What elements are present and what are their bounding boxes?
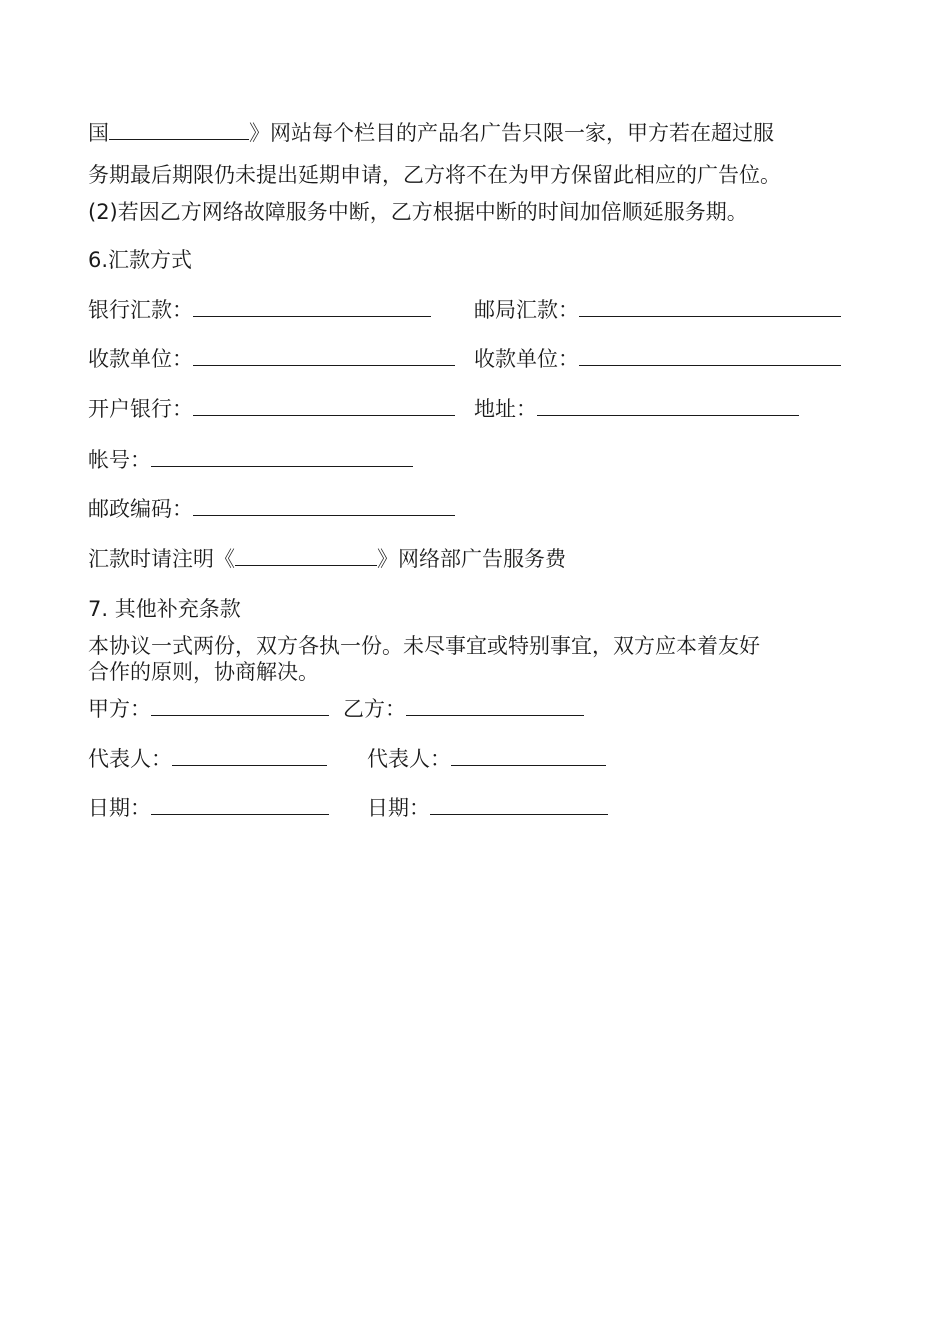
party-a-label: 甲方： [88,697,151,721]
rep-b-blank[interactable] [451,745,606,766]
rep-a-blank[interactable] [172,745,327,766]
clause5-line1-suffix: 》网站每个栏目的产品名广告只限一家，甲方若在超过服 [249,121,774,145]
clause7-body-line2: 合作的原则，协商解决。 [88,660,319,684]
remittance-note-blank[interactable] [235,545,377,566]
party-a-row [88,694,329,724]
account-label: 帐号： [88,448,151,472]
clause5-line2: 务期最后期限仍未提出延期申请，乙方将不在为甲方保留此相应的广告位。 [88,163,781,187]
date-b-label: 日期： [367,796,430,820]
bank-blank[interactable] [193,395,455,416]
date-a-blank[interactable] [151,794,329,815]
website-name-blank[interactable] [109,119,249,140]
address-label: 地址： [474,397,537,421]
clause5-line1 [88,118,774,148]
bank-transfer-row [88,295,431,325]
party-b-row [343,694,584,724]
payee-blank-2[interactable] [579,345,841,366]
date-b-row [367,793,608,823]
clause7-heading: 7. 其他补充条款 [88,597,241,621]
clause5-line1-prefix: 国 [88,121,109,145]
payee-label-2: 收款单位： [474,347,579,371]
postal-transfer-label: 邮局汇款： [474,298,579,322]
remittance-note-prefix: 汇款时请注明《 [88,547,235,571]
account-row [88,445,413,475]
remittance-note-suffix: 》网络部广告服务费 [377,547,566,571]
party-b-blank[interactable] [406,695,584,716]
postcode-blank[interactable] [193,495,455,516]
payee-row-1 [88,344,455,374]
date-b-blank[interactable] [430,794,608,815]
party-b-label: 乙方： [343,697,406,721]
postal-transfer-blank[interactable] [579,296,841,317]
address-row [474,394,799,424]
clause7-body-line1: 本协议一式两份，双方各执一份。未尽事宜或特别事宜，双方应本着友好 [88,634,760,658]
rep-a-row [88,744,327,774]
rep-b-label: 代表人： [367,747,451,771]
postal-transfer-row [474,295,841,325]
rep-a-label: 代表人： [88,747,172,771]
date-a-label: 日期： [88,796,151,820]
payee-label-1: 收款单位： [88,347,193,371]
bank-transfer-label: 银行汇款： [88,298,193,322]
clause5-line3: (2)若因乙方网络故障服务中断，乙方根据中断的时间加倍顺延服务期。 [88,200,748,224]
party-a-blank[interactable] [151,695,329,716]
account-blank[interactable] [151,446,413,467]
payee-blank-1[interactable] [193,345,455,366]
bank-transfer-blank[interactable] [193,296,431,317]
bank-label: 开户银行： [88,397,193,421]
remittance-note-row [88,544,566,574]
bank-row [88,394,455,424]
postcode-label: 邮政编码： [88,497,193,521]
date-a-row [88,793,329,823]
postcode-row [88,494,455,524]
address-blank[interactable] [537,395,799,416]
payee-row-2 [474,344,841,374]
clause6-heading: 6.汇款方式 [88,248,193,272]
rep-b-row [367,744,606,774]
